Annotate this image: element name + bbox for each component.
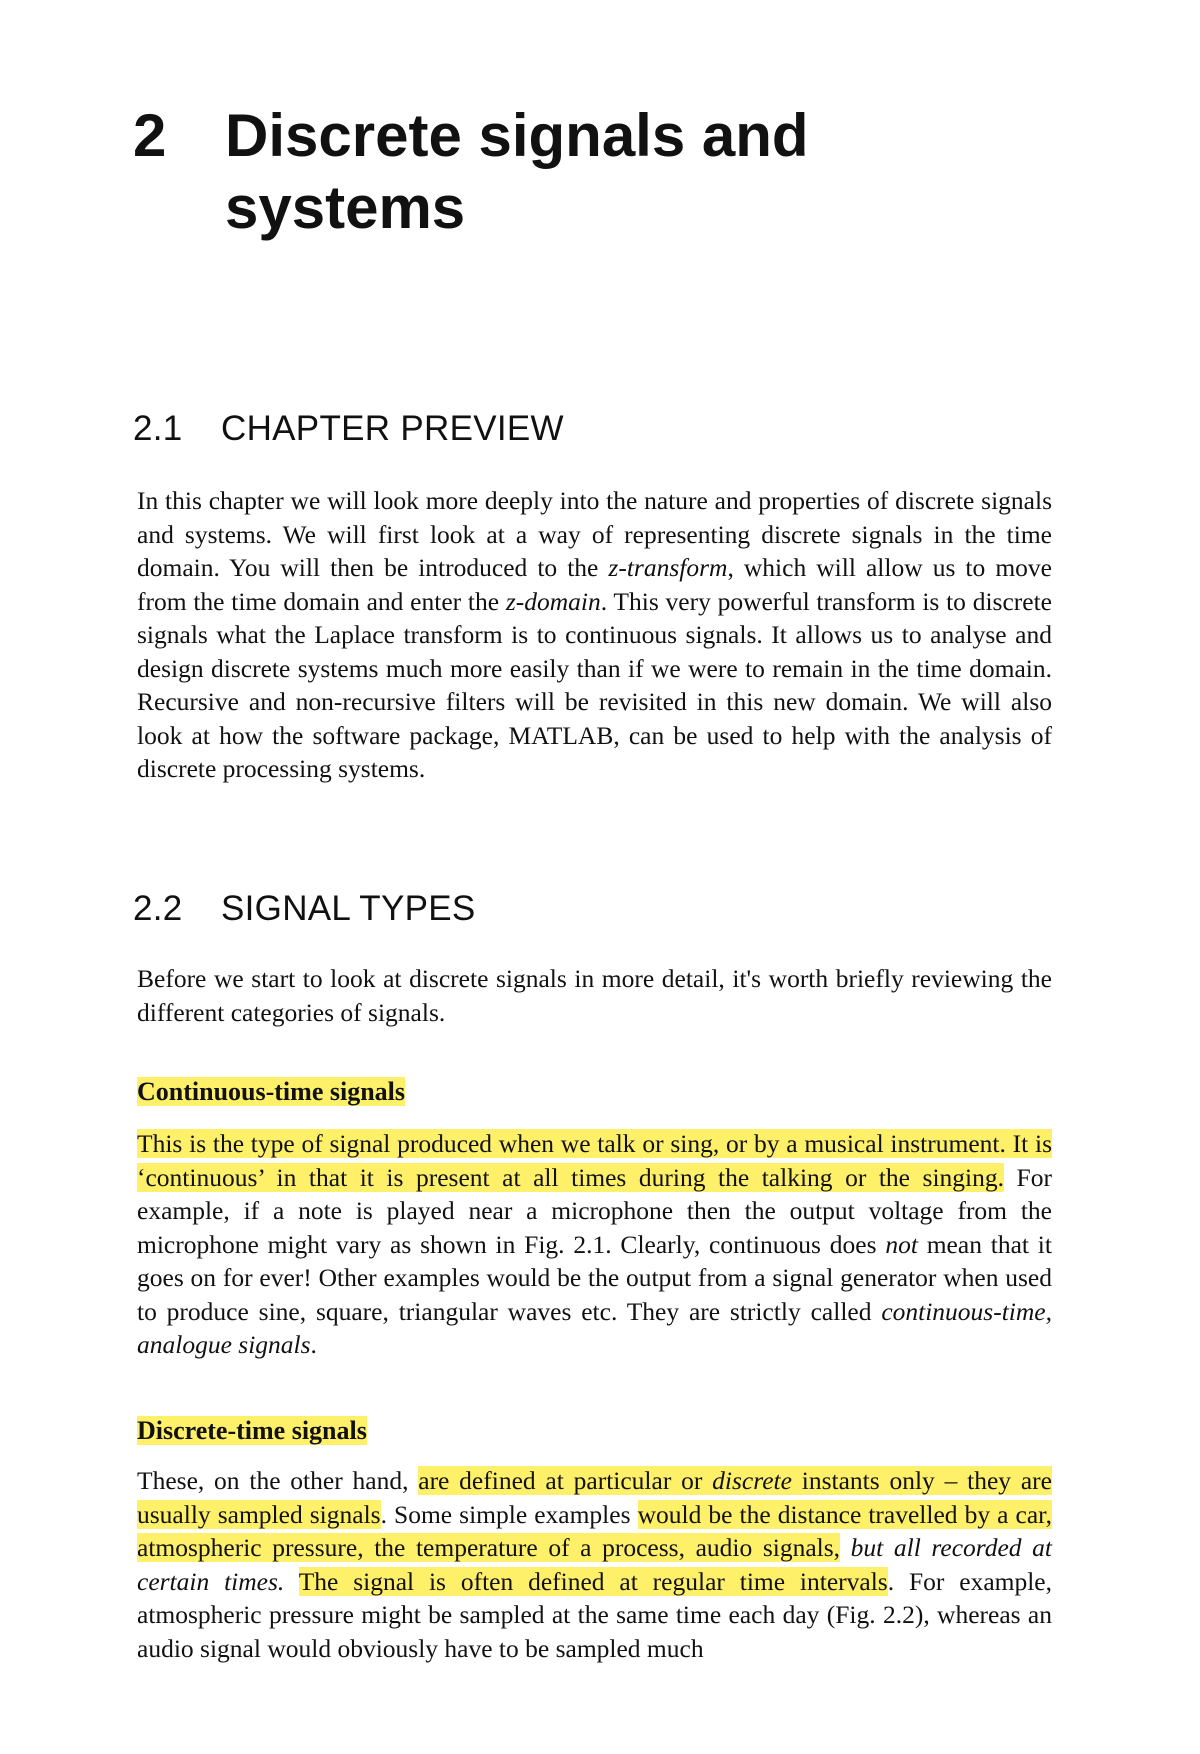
emphasis-continuous-time-analogue: continuous-time, analogue signals <box>137 1296 1052 1359</box>
highlighted-text: This is the type of signal produced when we talk or sing, or by a musical instrument. It is ‘continuous’ in that it is present at all times during the talking or the singing. <box>137 1129 1052 1192</box>
discrete-time-paragraph <box>137 1464 1052 1665</box>
highlighted-text: would be the distance travelled by a car, atmospheric pressure, the temperature of a process, audio signals, <box>137 1499 1052 1562</box>
chapter-preview-paragraph <box>137 484 1052 786</box>
section-heading-chapter-preview <box>133 408 564 450</box>
continuous-time-paragraph <box>137 1127 1052 1362</box>
text-run: In this chapter we will look more deeply into the nature and properties of discrete signals and systems. We will first look at a way of representing discrete signals in the time domain. You will then be introduced to the <box>137 486 1052 582</box>
subheading-discrete-time <box>137 1414 367 1448</box>
highlighted-text: The signal is often defined at regular time intervals <box>298 1566 888 1596</box>
section-title: CHAPTER PREVIEW <box>221 409 564 448</box>
emphasis-z-transform: z-transform <box>608 553 728 582</box>
chapter-number: 2 <box>133 102 167 169</box>
section-heading-signal-types <box>133 888 476 930</box>
subheading-continuous-time <box>137 1075 405 1109</box>
signal-types-intro: Before we start to look at discrete signals in more detail, it's worth briefly reviewing the different categories of signals. <box>137 964 1052 1027</box>
text-run: These, on the other hand, <box>137 1466 419 1495</box>
text-run: mean that it goes on for ever! Other examples would be the output from a signal generator when used to produce sine, square, triangular waves etc. They are strictly called <box>137 1229 1052 1326</box>
emphasis-not: not <box>885 1229 918 1259</box>
text-run: . For example, atmospheric pressure might be sampled at the same time each day (Fig. 2.2), whereas an audio signal would obviously have to be sampled much <box>137 1566 1052 1663</box>
section-number: 2.1 <box>133 409 183 448</box>
highlighted-text: Continuous-time signals <box>137 1077 405 1106</box>
emphasis-z-domain: z-domain <box>505 586 601 616</box>
text-run: . <box>310 1330 317 1359</box>
section-number: 2.2 <box>133 889 183 928</box>
text-run: For example, if a note is played near a microphone then the output voltage from the microphone might vary as shown in Fig. 2.1. Clearly, continuous does <box>137 1162 1052 1259</box>
highlighted-emphasis-discrete: discrete <box>712 1466 792 1495</box>
text-run: , which will allow us to move from the time domain and enter the <box>137 553 1052 616</box>
chapter-title: Discrete signals and systems <box>225 102 809 241</box>
highlighted-text: are defined at particular or <box>418 1466 713 1495</box>
highlighted-text: instants only – they are usually sampled signals <box>137 1466 1052 1529</box>
highlighted-text: Discrete-time signals <box>137 1416 367 1445</box>
text-run <box>284 1567 298 1596</box>
text-run: . Some simple examples <box>380 1499 638 1529</box>
emphasis-recorded: but all recorded at certain times. <box>137 1533 1053 1596</box>
text-run <box>840 1533 851 1562</box>
text-run: . This very powerful transform is to discrete signals what the Laplace transform is to continuous signals. It allows us to analyse and design discrete systems much more easily than if we were to remain in the time domain. Recursive and non-recursive filters will be revisited in this new domain. We will also look at how the software package, MATLAB, can be used to help with the analysis of discrete processing systems. <box>137 586 1052 783</box>
section-title: SIGNAL TYPES <box>221 889 476 928</box>
